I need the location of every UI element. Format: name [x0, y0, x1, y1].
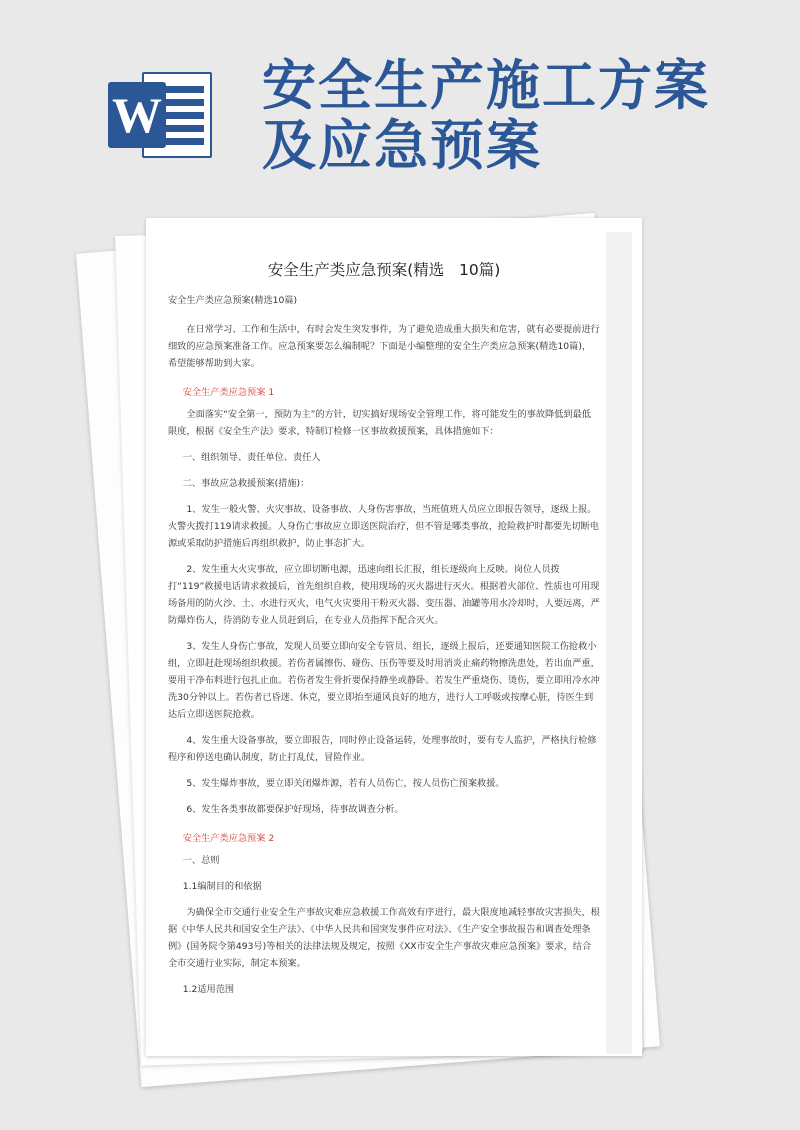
paragraph: 为确保全市交通行业安全生产事故灾难应急救援工作高效有序进行，最大限度地减轻事故灾害损失，根据《中华人民共和国安全生产法》、《中华人民共和国突发事件应对法》、《生产安全事故报告和调查处理条例》(国务院令第493号)等相关的法律法规及规定，按照《XX市安全生产事故灾难应急预案》要求，结合全市交通行业实际，制定本预案。	[168, 907, 600, 969]
paragraph: 5、发生爆炸事故，要立即关闭爆炸源，若有人员伤亡，按人员伤亡预案救援。	[186, 778, 505, 789]
word-doc-icon	[108, 72, 212, 158]
word-letter-badge: W	[108, 82, 166, 148]
banner-title-line2: 及应急预案	[262, 114, 542, 177]
banner-title	[262, 56, 782, 176]
section-2-heading: 安全生产类应急预案 2	[182, 833, 275, 844]
paragraph: 3、发生人身伤亡事故，发现人员要立即向安全专管员、组长，逐级上报后，还要通知医院工伤抢救小组，立即赶赴现场组织救援。若伤者属擦伤、碰伤、压伤等要及时用消炎止痛药物擦洗患处，若出血严重，要用干净布料进行包扎止血。若伤者发生骨折要保持静坐或静卧。若发生严重烧伤、烫伤，要立即用冷水冲洗30分钟以上。若伤者已昏迷、休克，要立即抬至通风良好的地方，进行人工呼吸或按摩心脏，待医生到达后立即送医院抢救。	[168, 641, 600, 720]
intro-paragraph: 在日常学习、工作和生活中，有时会发生突发事件，为了避免造成重大损失和危害，就有必要提前进行细致的应急预案准备工作。应急预案要怎么编制呢？下面是小编整理的安全生产类应急预案(精选10篇)，希望能够帮助到大家。	[168, 324, 600, 369]
paper-sheet-edge	[606, 232, 632, 1054]
paragraph: 4、发生重大设备事故，要立即报告，同时停止设备运转，处理事故时，要有专人监护，严格执行检修程序和停送电确认制度，防止打乱仗，冒险作业。	[168, 735, 597, 763]
paragraph: 一、组织领导、责任单位、责任人	[182, 452, 321, 463]
document-title: 安全生产类应急预案(精选 10篇)	[267, 261, 501, 279]
paragraph: 6、发生各类事故都要保护好现场，待事故调查分析。	[186, 804, 404, 815]
paragraph: 1、发生一般火警、火灾事故、设备事故、人身伤害事故，当班值班人员应立即报告领导，逐级上报。火警火拨打119请求救援。人身伤亡事故应立即送医院治疗，但不管是哪类事故，抢险救护时都要先切断电源或采取防护措施后再组织救护，防止事态扩大。	[168, 504, 599, 549]
document-body	[168, 238, 600, 1007]
paragraph: 1.2适用范围	[182, 984, 235, 995]
paragraph: 一、总则	[182, 855, 220, 866]
section-1-heading: 安全生产类应急预案 1	[182, 387, 275, 398]
paragraph: 二、事故应急救援预案(措施)：	[182, 478, 310, 489]
banner-title-line1: 安全生产施工方案	[262, 54, 710, 117]
paragraph: 1.1编制目的和依据	[182, 881, 262, 892]
document-subtitle: 安全生产类应急预案(精选10篇)	[168, 295, 298, 306]
paragraph: 全面落实“安全第一，预防为主”的方针，切实搞好现场安全管理工作，将可能发生的事故降低到最低限度，根据《安全生产法》要求，特制订检修一区事故救援预案，具体措施如下：	[168, 409, 591, 437]
paragraph: 2、发生重大火灾事故，应立即切断电源，迅速向组长汇报，组长逐级向上反映。岗位人员拨打“119”救援电话请求救援后，首先组织自救，使用现场的灭火器进行灭火。根据着火部位、性质也可用现场备用的防火沙、土、水进行灭火，电气火灾要用干粉灭火器、变压器、油罐等用水冷却时，人要远离，严防爆炸伤人，待消防专业人员赶到后，在专业人员指挥下配合灭火。	[168, 564, 600, 626]
